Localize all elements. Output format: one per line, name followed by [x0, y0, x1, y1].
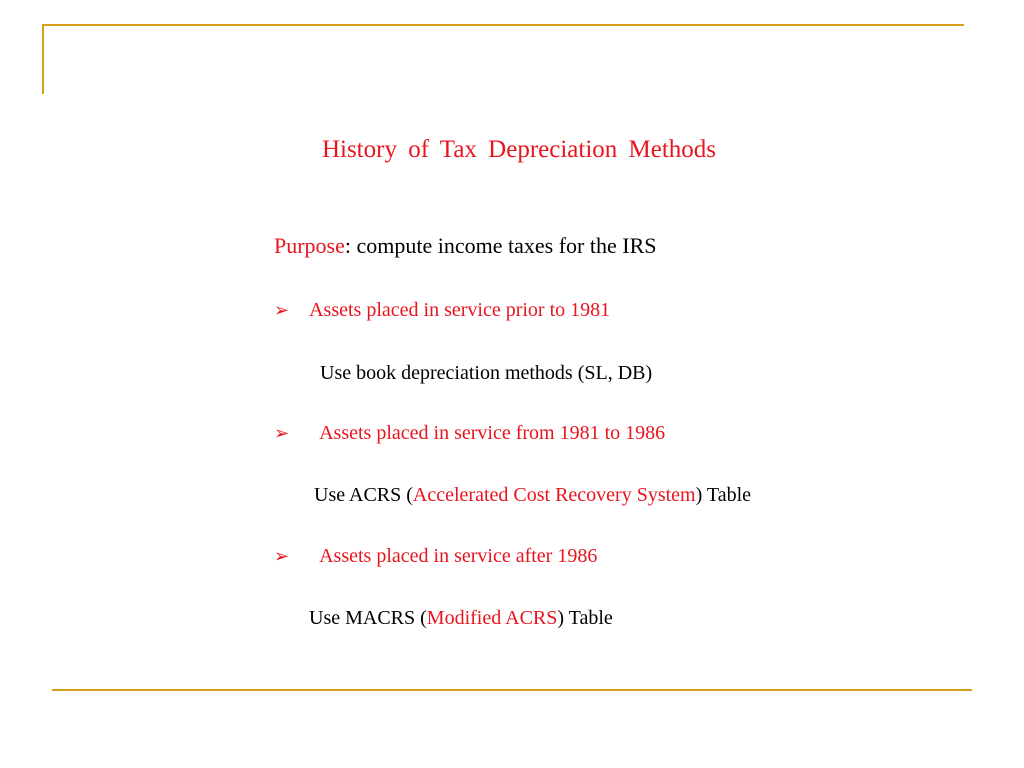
purpose-line	[274, 233, 656, 259]
arrowhead-bullet-icon: ➢	[274, 546, 290, 566]
bullet-item-1	[274, 299, 610, 322]
slide-title: History of Tax Depreciation Methods	[321, 136, 717, 163]
frame-top-line	[42, 24, 964, 26]
bullet-item-2-detail-highlight: Accelerated Cost Recovery System	[412, 484, 696, 506]
frame-left-line	[42, 24, 44, 94]
purpose-label: Purpose	[274, 233, 345, 258]
frame-bottom-line	[52, 689, 972, 691]
bullet-item-2-detail-prefix: Use ACRS (	[314, 484, 413, 506]
bullet-item-2-detail	[314, 484, 751, 507]
purpose-text: : compute income taxes for the IRS	[344, 233, 657, 258]
arrowhead-bullet-icon: ➢	[274, 300, 290, 320]
bullet-item-3-heading: Assets placed in service after 1986	[319, 545, 598, 567]
bullet-item-1-detail-text: Use book depreciation methods (SL, DB)	[320, 362, 653, 384]
bullet-item-2-heading: Assets placed in service from 1981 to 1986	[319, 422, 666, 444]
bullet-item-3-detail-prefix: Use MACRS (	[309, 607, 427, 629]
bullet-item-3-detail-suffix: ) Table	[557, 607, 613, 629]
bullet-item-3-detail-highlight: Modified ACRS	[426, 607, 558, 629]
bullet-item-1-detail	[320, 362, 652, 385]
bullet-item-3-detail	[309, 607, 613, 630]
arrowhead-bullet-icon: ➢	[274, 423, 290, 443]
bullet-item-2-detail-suffix: ) Table	[695, 484, 752, 506]
bullet-item-3	[274, 545, 597, 568]
bullet-item-1-heading: Assets placed in service prior to 1981	[309, 299, 611, 321]
bullet-item-2	[274, 422, 665, 445]
